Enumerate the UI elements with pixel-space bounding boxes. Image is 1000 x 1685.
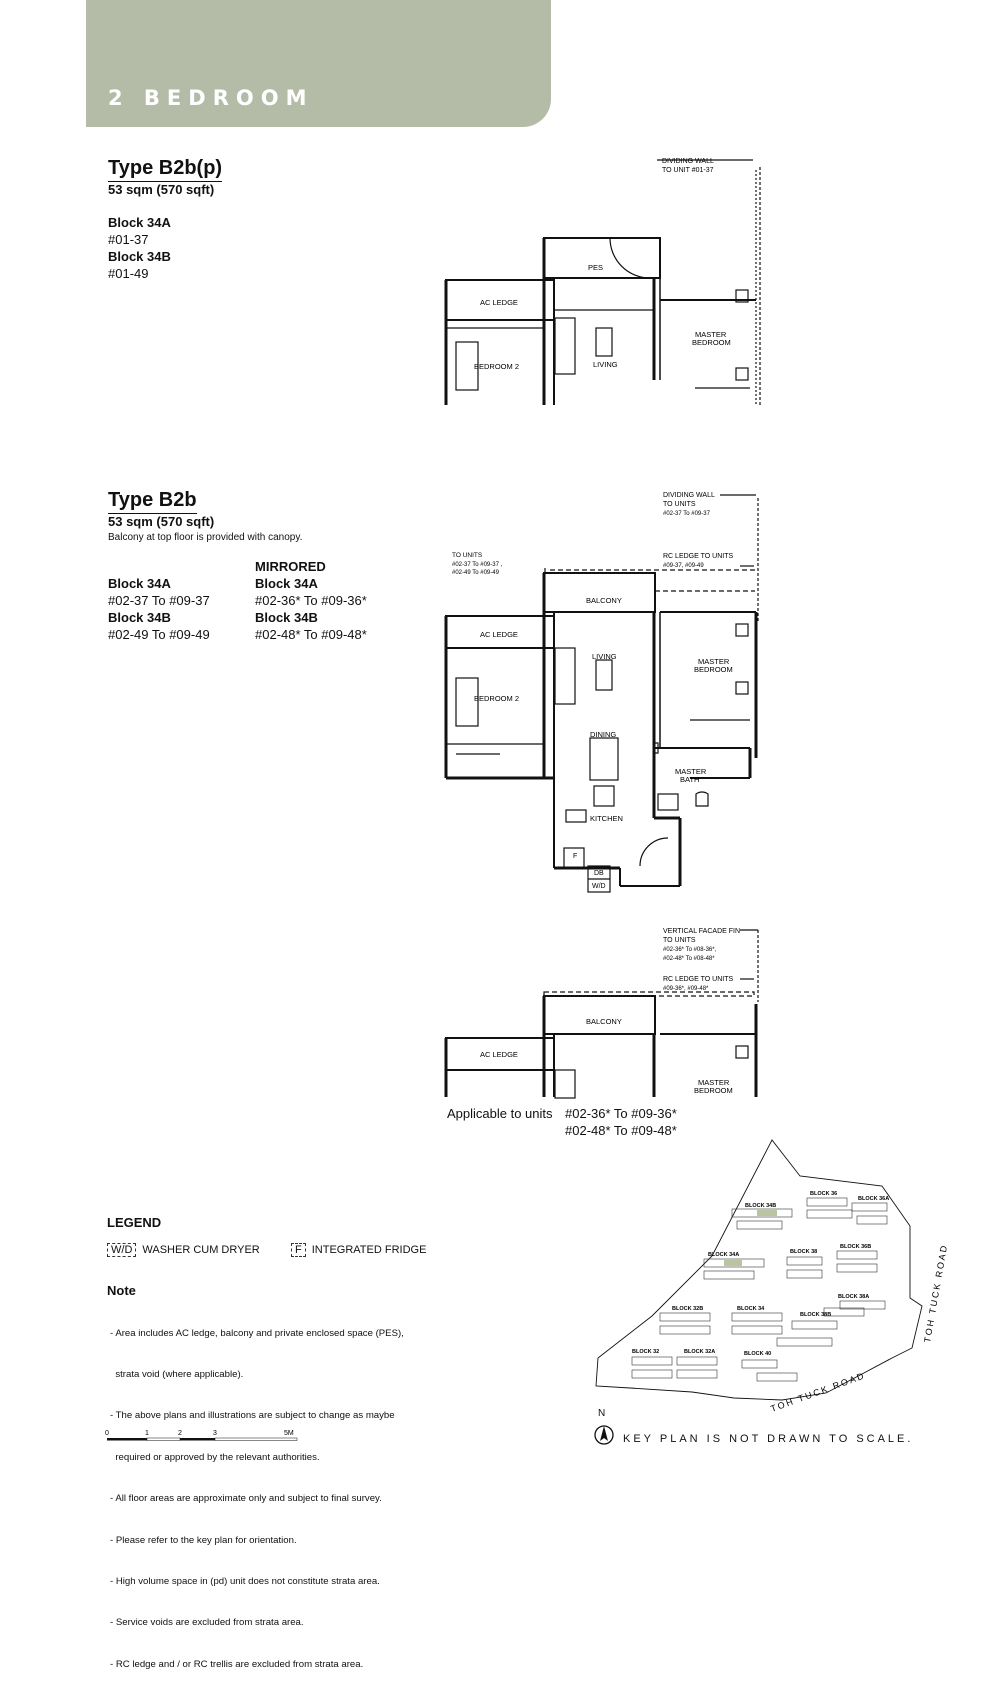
keyplan-b40: BLOCK 40 bbox=[744, 1351, 772, 1357]
scale-tick-3: 3 bbox=[213, 1430, 217, 1437]
plan2-ac-ledge-label: AC LEDGE bbox=[480, 630, 518, 639]
keyplan-note: KEY PLAN IS NOT DRAWN TO SCALE. bbox=[623, 1433, 914, 1445]
legend-title: LEGEND bbox=[107, 1215, 162, 1230]
legend-f-label: INTEGRATED FRIDGE bbox=[311, 1244, 427, 1256]
type1-units-a: #01-37 bbox=[108, 232, 149, 247]
plan1-living-label: LIVING bbox=[593, 360, 618, 369]
note-item: - Please refer to the key plan for orientation. bbox=[110, 1534, 297, 1546]
plan2-dividing-to: TO UNITS bbox=[663, 501, 696, 508]
mirrored-label: MIRRORED bbox=[255, 559, 326, 574]
legend-wd-label: WASHER CUM DRYER bbox=[142, 1244, 260, 1256]
plan3-balcony-label: BALCONY bbox=[586, 1017, 622, 1026]
keyplan-road-right: TOH TUCK ROAD bbox=[922, 1242, 950, 1344]
floor-plan-b2bp bbox=[440, 150, 770, 410]
plan2-rc-ledge: RC LEDGE TO UNITS bbox=[663, 553, 734, 560]
plan1-bedroom2-label: BEDROOM 2 bbox=[474, 362, 520, 371]
plan3-master-label-1: MASTER bbox=[698, 1078, 730, 1087]
mirrored-block-a: Block 34A bbox=[255, 576, 318, 591]
keyplan-b34a: BLOCK 34A bbox=[708, 1252, 740, 1258]
keyplan-b38b: BLOCK 38B bbox=[800, 1312, 832, 1318]
key-plan bbox=[592, 1138, 952, 1438]
type2-note: Balcony at top floor is provided with canopy. bbox=[108, 532, 303, 543]
legend-wd-code: W/D bbox=[107, 1243, 136, 1257]
plan2-wd-label: W/D bbox=[592, 883, 606, 890]
applicable-units-1: #02-36* To #09-36* bbox=[565, 1106, 677, 1121]
plan2-master-label-1: MASTER bbox=[698, 657, 730, 666]
note-item: required or approved by the relevant authorities. bbox=[110, 1451, 320, 1463]
plan3-vf-1: VERTICAL FACADE FIN bbox=[663, 928, 741, 935]
plan2-master-label-2: BEDROOM bbox=[694, 665, 733, 674]
note-item: - High volume space in (pd) unit does not constitute strata area. bbox=[110, 1575, 380, 1587]
note-item: strata void (where applicable). bbox=[110, 1368, 244, 1380]
type2-units-b: #02-49 To #09-49 bbox=[108, 627, 210, 642]
scale-tick-0: 0 bbox=[105, 1430, 109, 1437]
note-item: - RC ledge and / or RC trellis are excluded from strata area. bbox=[110, 1658, 364, 1670]
plan2-dividing-wall: DIVIDING WALL bbox=[663, 492, 715, 499]
plan1-dividing-wall-unit: TO UNIT #01-37 bbox=[662, 167, 714, 174]
scale-bar bbox=[100, 1426, 310, 1448]
type1-info bbox=[108, 157, 222, 282]
keyplan-b36: BLOCK 36 bbox=[810, 1191, 838, 1197]
type1-title: Type B2b(p) bbox=[108, 157, 222, 182]
type1-block-a: Block 34A bbox=[108, 215, 171, 230]
notes-list bbox=[110, 1299, 404, 1685]
keyplan-b36a: BLOCK 36A bbox=[858, 1196, 890, 1202]
mirrored-units-a: #02-36* To #09-36* bbox=[255, 593, 367, 608]
keyplan-road-bottom: TOH TUCK ROAD bbox=[769, 1370, 867, 1414]
type1-units-b: #01-49 bbox=[108, 266, 149, 281]
legend-f-code: F bbox=[291, 1243, 306, 1257]
plan2-rc-units: #09-37, #09-49 bbox=[663, 563, 704, 569]
plan2-fridge-label: F bbox=[573, 853, 578, 860]
keyplan-b32a: BLOCK 32A bbox=[684, 1349, 716, 1355]
floor-plan-b2b bbox=[440, 488, 770, 898]
plan2-left-to-units: TO UNITS bbox=[452, 552, 483, 559]
note-item: - Area includes AC ledge, balcony and private enclosed space (PES), bbox=[110, 1327, 404, 1339]
plan3-vf-3: #02-36* To #08-36*, bbox=[663, 947, 717, 953]
plan3-rc-1: RC LEDGE TO UNITS bbox=[663, 976, 734, 983]
plan3-master-label-2: BEDROOM bbox=[694, 1086, 733, 1095]
scale-tick-5: 5M bbox=[284, 1430, 294, 1437]
type2-units bbox=[108, 575, 210, 643]
keyplan-b32b: BLOCK 32B bbox=[672, 1306, 704, 1312]
keyplan-b32: BLOCK 32 bbox=[632, 1349, 660, 1355]
type2-area: 53 sqm (570 sqft) bbox=[108, 514, 215, 529]
notes-title: Note bbox=[107, 1283, 136, 1298]
applicable-label: Applicable to units bbox=[447, 1106, 553, 1121]
plan3-vf-4: #02-48* To #08-48* bbox=[663, 956, 715, 962]
keyplan-b38: BLOCK 38 bbox=[790, 1249, 818, 1255]
note-item: - All floor areas are approximate only and subject to final survey. bbox=[110, 1493, 382, 1505]
plan1-pes-label: PES bbox=[588, 263, 604, 272]
type2-mirrored-units bbox=[255, 558, 367, 643]
plan2-bath-label-2: BATH bbox=[680, 775, 700, 784]
type1-block-b: Block 34B bbox=[108, 249, 171, 264]
type1-area: 53 sqm (570 sqft) bbox=[108, 182, 215, 197]
floor-plan-mirrored-top bbox=[440, 922, 770, 1102]
plan2-left-units-2: #02-49 To #09-49 bbox=[452, 570, 499, 576]
plan1-master-label-1: MASTER bbox=[695, 330, 727, 339]
plan1-ac-ledge-label: AC LEDGE bbox=[480, 298, 518, 307]
keyplan-b34: BLOCK 34 bbox=[737, 1306, 765, 1312]
plan2-kitchen-label: KITCHEN bbox=[590, 814, 623, 823]
keyplan-b34b: BLOCK 34B bbox=[745, 1203, 777, 1209]
plan2-dining-label: DINING bbox=[590, 730, 617, 739]
plan2-living-label: LIVING bbox=[592, 652, 617, 661]
plan2-db-label: DB bbox=[594, 870, 604, 877]
plan2-bedroom2-label: BEDROOM 2 bbox=[474, 694, 520, 703]
header-banner bbox=[86, 0, 551, 127]
plan2-left-units-1: #02-37 To #09-37 , bbox=[452, 562, 503, 568]
type2-units-a: #02-37 To #09-37 bbox=[108, 593, 210, 608]
plan3-vf-2: TO UNITS bbox=[663, 937, 696, 944]
plan3-ac-ledge-label: AC LEDGE bbox=[480, 1050, 518, 1059]
scale-tick-2: 2 bbox=[178, 1430, 182, 1437]
plan2-bath-label-1: MASTER bbox=[675, 767, 707, 776]
keyplan-b36b: BLOCK 36B bbox=[840, 1244, 872, 1250]
type2-block-b: Block 34B bbox=[108, 610, 171, 625]
type2-block-a: Block 34A bbox=[108, 576, 171, 591]
page-title: 2 BEDROOM bbox=[108, 86, 314, 110]
legend-f bbox=[291, 1243, 426, 1257]
plan3-rc-2: #09-36*, #09-48* bbox=[663, 986, 709, 992]
plan1-dividing-wall: DIVIDING WALL bbox=[662, 158, 714, 165]
mirrored-units-b: #02-48* To #09-48* bbox=[255, 627, 367, 642]
type2-info bbox=[108, 489, 302, 543]
plan1-master-label-2: BEDROOM bbox=[692, 338, 731, 347]
plan2-balcony-label: BALCONY bbox=[586, 596, 622, 605]
keyplan-b38a: BLOCK 38A bbox=[838, 1294, 870, 1300]
applicable-units-2: #02-48* To #09-48* bbox=[565, 1123, 677, 1138]
plan2-dividing-units: #02-37 To #09-37 bbox=[663, 511, 710, 517]
mirrored-block-b: Block 34B bbox=[255, 610, 318, 625]
scale-tick-1: 1 bbox=[145, 1430, 149, 1437]
note-item: - Service voids are excluded from strata area. bbox=[110, 1617, 304, 1629]
north-label: N bbox=[598, 1408, 606, 1419]
legend-wd bbox=[107, 1243, 260, 1257]
north-arrow-icon bbox=[593, 1424, 615, 1446]
note-item: - The above plans and illustrations are subject to change as maybe bbox=[110, 1410, 395, 1422]
type2-title: Type B2b bbox=[108, 489, 197, 514]
